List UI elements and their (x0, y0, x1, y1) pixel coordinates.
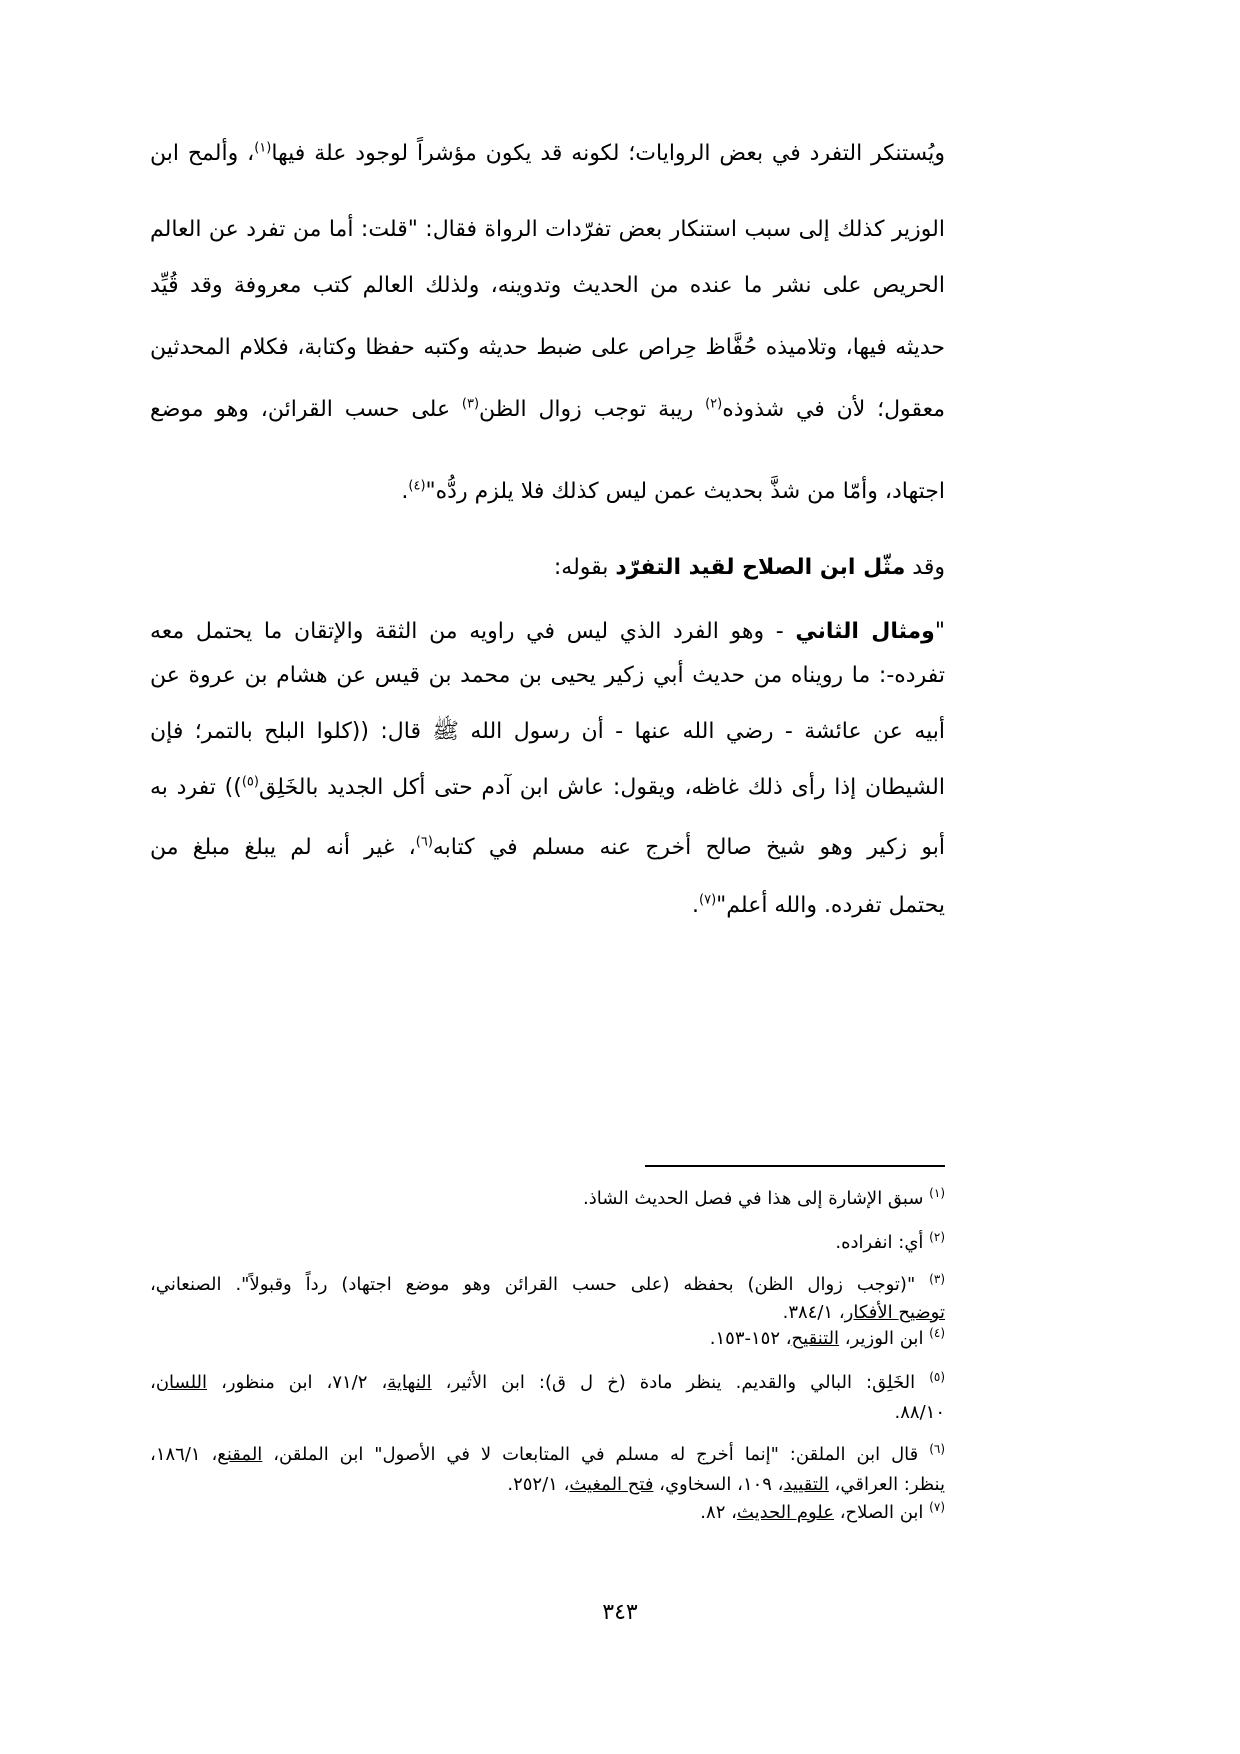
footnote-ref[interactable]: (٢) (705, 396, 723, 412)
bold-phrase: مثّل ابن الصلاح لقيد التفرّد (615, 555, 906, 580)
footnote-5: $^{(٥)}$ الخَلِق: البالي والقديم. ينظر مادة (خ ل ق): ابن الأثير، النهاية، ٧١/٢، ابن منظور، اللسان، (150, 1370, 946, 1393)
quote-line: يحتمل تفرده. والله أعلم"$^{(٧)}$. (692, 892, 945, 918)
footnote-ref[interactable]: (٣) (461, 396, 480, 412)
footnote-5-cont: ٨٨/١٠. (894, 1402, 945, 1423)
footnote-2: $^{(٢)}$ أي: انفراده. (835, 1230, 945, 1253)
bold-phrase: ومثال الثاني (795, 619, 935, 644)
footnote-1: $^{(١)}$ سبق الإشارة إلى هذا في فصل الحديث الشاذ. (583, 1186, 945, 1209)
body-line: الحريص على نشر ما عنده من الحديث وتدوينه، ولذلك العالم كتب معروفة وقد قُيِّد (150, 273, 945, 298)
body-line: ويُستنكر التفرد في بعض الروايات؛ لكونه قد يكون مؤشراً لوجود علة فيها$^{(١)}$، وألمح ابن (150, 140, 945, 166)
section-intro: وقد مثّل ابن الصلاح لقيد التفرّد بقوله: (553, 555, 945, 580)
quote-line: أبو زكير وهو شيخ صالح أخرج عنه مسلم في كتابه$^{(٦)}$، غير أنه لم يبلغ مبلغ من (150, 834, 945, 860)
body-line: الوزير كذلك إلى سبب استنكار بعض تفرّدات الرواة فقال: "قلت: أما من تفرد عن العالم (150, 217, 945, 242)
body-line: معقول؛ لأن في شذوذه$^{(٢)}$ ريبة توجب زوال الظن$^{(٣)}$ على حسب القرائن، وهو موضع (150, 396, 945, 422)
quote-line: الشيطان إذا رأى ذلك غاظه، ويقول: عاش ابن آدم حتى أكل الجديد بالخَلِق$^{(٥)}$)) تفرد به (150, 774, 945, 800)
footnote-3-cont: توضيح الأفكار، ٣٨٤/١. (782, 1302, 945, 1323)
footnote-ref[interactable]: (٤) (408, 478, 426, 494)
footnote-ref[interactable]: (١) (254, 140, 272, 156)
footnote-6: $^{(٦)}$ قال ابن الملقن: "إنما أخرج له مسلم في المتابعات لا في الأصول" ابن الملقن، المقنع، ١٨٦/١، (150, 1442, 946, 1465)
footnote-separator (645, 1165, 945, 1167)
quote-line: "ومثال الثاني - وهو الفرد الذي ليس في راويه من الثقة والإتقان ما يحتمل معه (150, 619, 945, 644)
footnote-7: $^{(٧)}$ ابن الصلاح، علوم الحديث، ٨٢. (700, 1500, 945, 1523)
footnote-ref[interactable]: (٧) (699, 892, 717, 908)
footnote-ref[interactable]: (٥) (241, 774, 259, 790)
quote-line: أبيه عن عائشة - رضي الله عنها - أن رسول الله ﷺ قال: ((كلوا البلح بالتمر؛ فإن (150, 719, 945, 744)
page-number: ٣٤٣ (602, 1600, 638, 1625)
quote-line: تفرده-: ما رويناه من حديث أبي زكير يحيى بن محمد بن قيس عن هشام بن عروة عن (150, 663, 945, 688)
body-line: اجتهاد، وأمّا من شذَّ بحديث عمن ليس كذلك فلا يلزم ردُّه"$^{(٤)}$. (401, 478, 945, 504)
footnote-3: $^{(٣)}$ "(توجب زوال الظن) بحفظه (على حسب القرائن وهو موضع اجتهاد) رداً وقبولاً". الصنعاني، (150, 1272, 945, 1295)
footnote-ref[interactable]: (٦) (415, 834, 433, 850)
footnote-6-cont: ينظر: العراقي، التقييد، ١٠٩، السخاوي، فتح المغيث، ٢٥٢/١. (507, 1474, 945, 1495)
body-line: حديثه فيها، وتلاميذه حُفَّاظ حِراص على ضبط حديثه وكتبه حفظا وكتابة، فكلام المحدثين (150, 335, 945, 360)
footnote-4: $^{(٤)}$ ابن الوزير، التنقيح، ١٥٢-١٥٣. (709, 1326, 945, 1349)
